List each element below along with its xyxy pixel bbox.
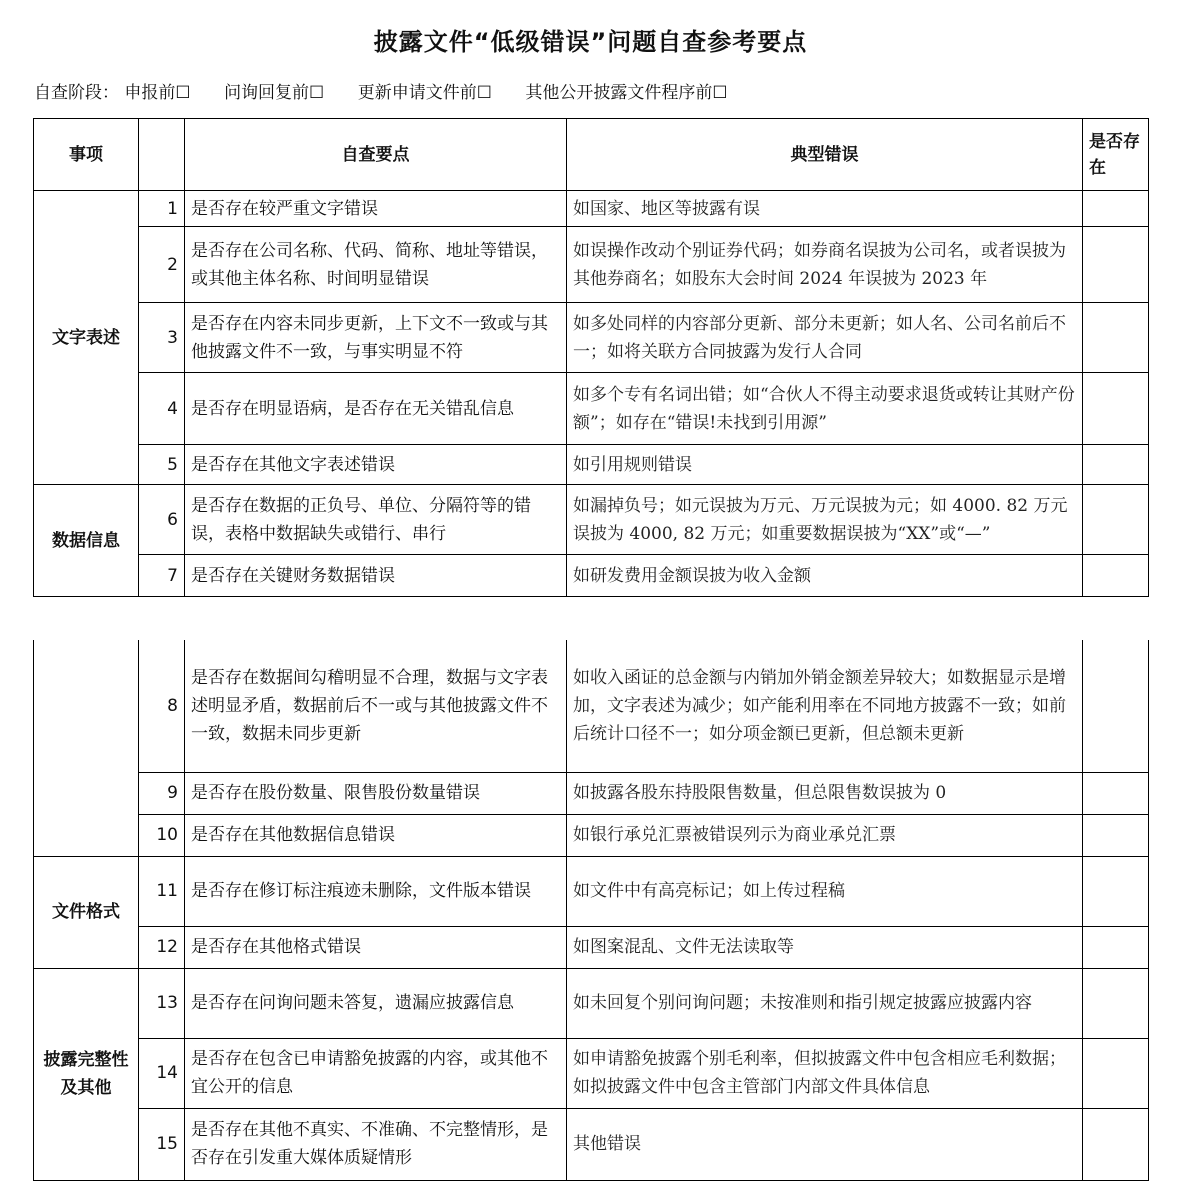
typical-error: 如披露各股东持股限售数量，但总限售数误披为 0 xyxy=(567,772,1083,814)
check-point: 是否存在股份数量、限售股份数量错误 xyxy=(185,772,567,814)
table-row xyxy=(34,814,1149,856)
stage-option-pre-inquiry-reply[interactable]: 问询回复前☐ xyxy=(224,83,325,103)
exists-cell[interactable] xyxy=(1083,303,1149,373)
row-number: 4 xyxy=(139,373,185,445)
category-data-info-continued xyxy=(34,640,139,856)
checklist-table-part2 xyxy=(33,640,1149,1181)
exists-cell[interactable] xyxy=(1083,1038,1149,1108)
category-data-info: 数据信息 xyxy=(34,485,139,597)
header-category: 事项 xyxy=(34,119,139,191)
typical-error: 如未回复个别问询问题；未按准则和指引规定披露应披露内容 xyxy=(567,968,1083,1038)
check-point: 是否存在包含已申请豁免披露的内容，或其他不宜公开的信息 xyxy=(185,1038,567,1108)
typical-error: 如国家、地区等披露有误 xyxy=(567,191,1083,227)
row-number: 13 xyxy=(139,968,185,1038)
typical-error: 如漏掉负号；如元误披为万元、万元误披为元；如 4000. 82 万元误披为 4000, 82 万元；如重要数据误披为“XX”或“—” xyxy=(567,485,1083,555)
table-row xyxy=(34,856,1149,926)
check-point: 是否存在其他文字表述错误 xyxy=(185,445,567,485)
table-row xyxy=(34,926,1149,968)
table-row xyxy=(34,485,1149,555)
typical-error: 其他错误 xyxy=(567,1108,1083,1180)
header-number xyxy=(139,119,185,191)
check-point: 是否存在数据的正负号、单位、分隔符等的错误，表格中数据缺失或错行、串行 xyxy=(185,485,567,555)
typical-error: 如研发费用金额误披为收入金额 xyxy=(567,555,1083,597)
self-check-stages xyxy=(34,78,728,103)
row-number: 5 xyxy=(139,445,185,485)
typical-error: 如多处同样的内容部分更新、部分未更新；如人名、公司名前后不一；如将关联方合同披露为发行人合同 xyxy=(567,303,1083,373)
checklist-table-part1 xyxy=(33,118,1149,597)
stage-option-pre-filing[interactable]: 申报前☐ xyxy=(124,83,191,103)
exists-cell[interactable] xyxy=(1083,856,1149,926)
header-typical-error: 典型错误 xyxy=(567,119,1083,191)
row-number: 9 xyxy=(139,772,185,814)
check-point: 是否存在关键财务数据错误 xyxy=(185,555,567,597)
typical-error: 如多个专有名词出错；如“合伙人不得主动要求退货或转让其财产份额”；如存在“错误!未找到引用源” xyxy=(567,373,1083,445)
table-row xyxy=(34,1108,1149,1180)
row-number: 11 xyxy=(139,856,185,926)
check-point: 是否存在内容未同步更新，上下文不一致或与其他披露文件不一致，与事实明显不符 xyxy=(185,303,567,373)
table-row xyxy=(34,968,1149,1038)
stage-label: 自查阶段： xyxy=(34,83,119,103)
row-number: 7 xyxy=(139,555,185,597)
table-row xyxy=(34,373,1149,445)
exists-cell[interactable] xyxy=(1083,1108,1149,1180)
category-file-format: 文件格式 xyxy=(34,856,139,968)
row-number: 3 xyxy=(139,303,185,373)
table-row xyxy=(34,227,1149,303)
row-number: 15 xyxy=(139,1108,185,1180)
stage-option-pre-update[interactable]: 更新申请文件前☐ xyxy=(357,83,492,103)
row-number: 12 xyxy=(139,926,185,968)
check-point: 是否存在其他不真实、不准确、不完整情形，是否存在引发重大媒体质疑情形 xyxy=(185,1108,567,1180)
exists-cell[interactable] xyxy=(1083,814,1149,856)
header-check-point: 自查要点 xyxy=(185,119,567,191)
typical-error: 如收入函证的总金额与内销加外销金额差异较大；如数据显示是增加，文字表述为减少；如产能利用率在不同地方披露不一致；如前后统计口径不一；如分项金额已更新，但总额未更新 xyxy=(567,640,1083,772)
check-point: 是否存在公司名称、代码、简称、地址等错误，或其他主体名称、时间明显错误 xyxy=(185,227,567,303)
row-number: 10 xyxy=(139,814,185,856)
table-row xyxy=(34,640,1149,772)
typical-error: 如误操作改动个别证券代码；如券商名误披为公司名，或者误披为其他券商名；如股东大会时间 2024 年误披为 2023 年 xyxy=(567,227,1083,303)
table-header-row xyxy=(34,119,1149,191)
exists-cell[interactable] xyxy=(1083,445,1149,485)
row-number: 8 xyxy=(139,640,185,772)
typical-error: 如文件中有高亮标记；如上传过程稿 xyxy=(567,856,1083,926)
table-row xyxy=(34,191,1149,227)
exists-cell[interactable] xyxy=(1083,640,1149,772)
typical-error: 如银行承兑汇票被错误列示为商业承兑汇票 xyxy=(567,814,1083,856)
document-title: 披露文件“低级错误”问题自查参考要点 xyxy=(373,28,808,56)
row-number: 1 xyxy=(139,191,185,227)
table-row xyxy=(34,772,1149,814)
check-point: 是否存在其他格式错误 xyxy=(185,926,567,968)
check-point: 是否存在修订标注痕迹未删除，文件版本错误 xyxy=(185,856,567,926)
table-row xyxy=(34,555,1149,597)
exists-cell[interactable] xyxy=(1083,555,1149,597)
check-point: 是否存在问询问题未答复，遗漏应披露信息 xyxy=(185,968,567,1038)
exists-cell[interactable] xyxy=(1083,968,1149,1038)
check-point: 是否存在其他数据信息错误 xyxy=(185,814,567,856)
exists-cell[interactable] xyxy=(1083,191,1149,227)
table-row xyxy=(34,445,1149,485)
typical-error: 如引用规则错误 xyxy=(567,445,1083,485)
typical-error: 如图案混乱、文件无法读取等 xyxy=(567,926,1083,968)
check-point: 是否存在数据间勾稽明显不合理，数据与文字表述明显矛盾，数据前后不一或与其他披露文件不一致，数据未同步更新 xyxy=(185,640,567,772)
row-number: 2 xyxy=(139,227,185,303)
exists-cell[interactable] xyxy=(1083,485,1149,555)
exists-cell[interactable] xyxy=(1083,227,1149,303)
header-exists: 是否存在 xyxy=(1083,119,1149,191)
exists-cell[interactable] xyxy=(1083,373,1149,445)
exists-cell[interactable] xyxy=(1083,772,1149,814)
category-text-expression: 文字表述 xyxy=(34,191,139,485)
check-point: 是否存在明显语病，是否存在无关错乱信息 xyxy=(185,373,567,445)
category-completeness-other: 披露完整性及其他 xyxy=(34,968,139,1180)
check-point: 是否存在较严重文字错误 xyxy=(185,191,567,227)
stage-option-pre-other-disclosure[interactable]: 其他公开披露文件程序前☐ xyxy=(525,83,728,103)
table-row xyxy=(34,1038,1149,1108)
row-number: 6 xyxy=(139,485,185,555)
table-row xyxy=(34,303,1149,373)
row-number: 14 xyxy=(139,1038,185,1108)
typical-error: 如申请豁免披露个别毛利率，但拟披露文件中包含相应毛利数据；如拟披露文件中包含主管部门内部文件具体信息 xyxy=(567,1038,1083,1108)
exists-cell[interactable] xyxy=(1083,926,1149,968)
